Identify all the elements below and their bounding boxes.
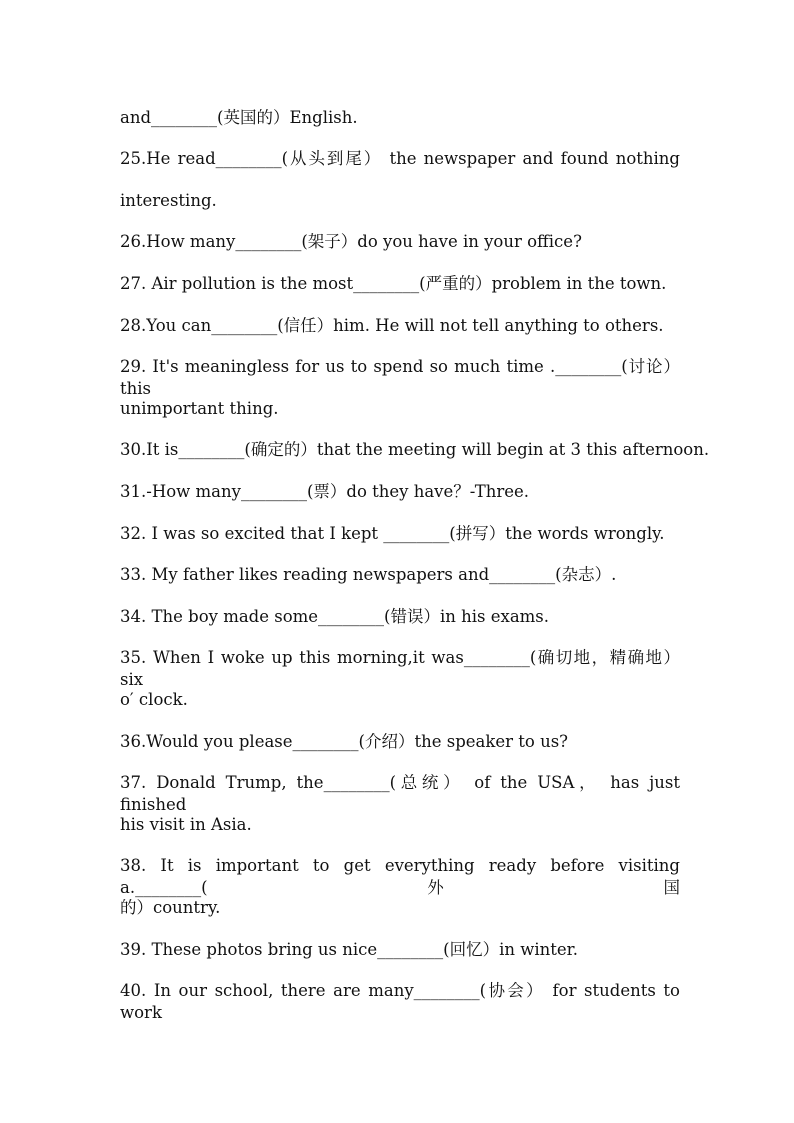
text-line: 26.How many________(架子）do you have in your office? (120, 232, 582, 251)
text-line: 37. Donald Trump, the________(总统） of the USA， has just finished (120, 773, 680, 814)
text-line: and________(英国的）English. (120, 108, 358, 127)
text-line: 28.You can________(信任）him. He will not tell anything to others. (120, 316, 664, 335)
text-line: 25.He read________(从头到尾） the newspaper and found nothing (120, 149, 680, 168)
text-line: 38. It is important to get everything ready before visiting a.________(外国 (120, 856, 680, 897)
text-line: unimportant thing. (120, 399, 279, 418)
text-line: 31.-How many________(票）do they have？-Three. (120, 482, 530, 501)
text-line: 29. It's meaningless for us to spend so much time .________(讨论） this (120, 357, 680, 398)
text-line: 40. In our school, there are many________(协会） for students to work (120, 981, 680, 1022)
text-line: 30.It is________(确定的）that the meeting will begin at 3 this afternoon. (120, 440, 710, 459)
text-line: 35. When I woke up this morning,it was________(确切地，精确地） six (120, 648, 680, 689)
text-line: his visit in Asia. (120, 815, 252, 834)
text-line: 34. The boy made some________(错误）in his exams. (120, 607, 550, 626)
text-line: interesting. (120, 191, 217, 210)
text-line: 36.Would you please________(介绍）the speaker to us? (120, 732, 569, 751)
text-line: o′ clock. (120, 690, 188, 709)
text-line: 39. These photos bring us nice________(回忆）in winter. (120, 940, 578, 959)
text-line: 32. I was so excited that I kept ________(拼写）the words wrongly. (120, 524, 665, 543)
text-line: 27. Air pollution is the most________(严重的）problem in the town. (120, 274, 667, 293)
text-line: 33. My father likes reading newspapers and________(杂志）. (120, 565, 617, 584)
text-line: 的）country. (120, 898, 221, 917)
